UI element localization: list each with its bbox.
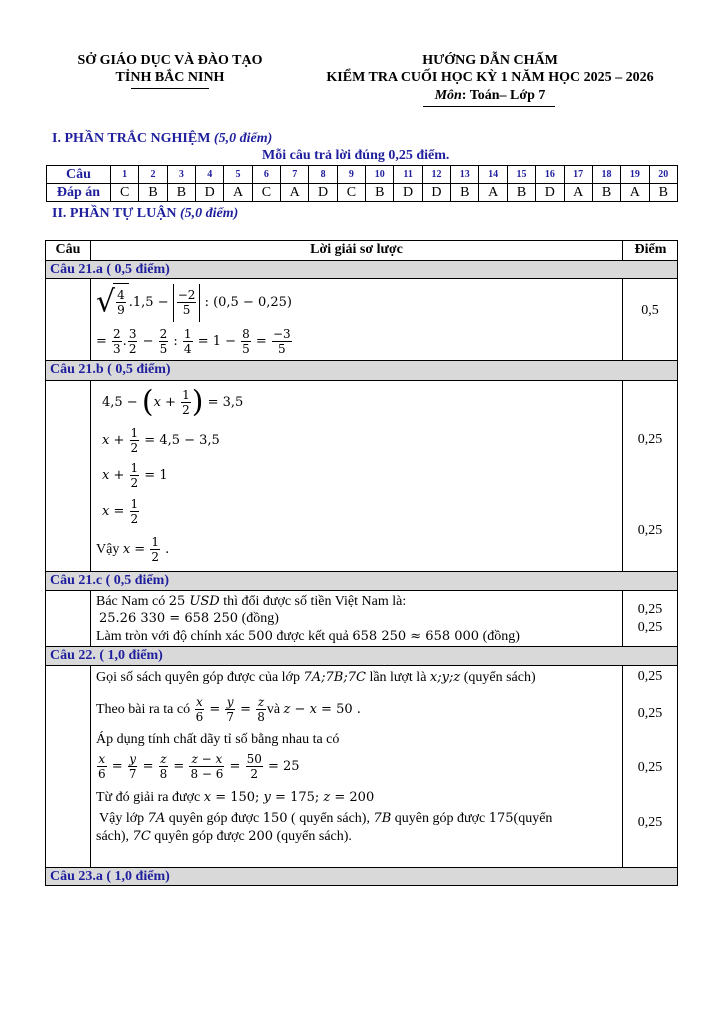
part1-title: I. PHẦN TRẮC NGHIỆM (5,0 điểm) <box>52 131 273 146</box>
answer-cell: D <box>196 184 224 202</box>
question-number: 7 <box>281 166 309 184</box>
answer-table <box>46 165 678 202</box>
q22-line4: $\frac{x}{6}$ = $\frac{y}{7}$ = $\frac{z}{8}$ = $\frac{z - x}{8 - 6}$ = $\frac{50}{2}$ = 25 <box>98 752 300 781</box>
subject-value: : Toán– Lớp 7 <box>461 88 546 103</box>
header-solution: Lời giải sơ lược <box>310 242 403 257</box>
question-row-label: Câu <box>47 166 111 184</box>
subject-underline <box>423 106 555 107</box>
question-number: 20 <box>649 166 677 184</box>
answer-row <box>47 184 678 202</box>
q22-score-4: 0,25 <box>637 815 663 830</box>
question-number: 17 <box>564 166 592 184</box>
question-number: 16 <box>536 166 564 184</box>
q21b-step4: x = $\frac{1}{2}$ <box>102 497 139 526</box>
q21c-score-1: 0,25 <box>637 602 663 617</box>
province-underline <box>131 88 209 89</box>
section-band-21a: Câu 21.a ( 0,5 điểm) <box>46 261 677 278</box>
q22-score-2: 0,25 <box>637 706 663 721</box>
q21b-step3: x + $\frac{1}{2}$ = 1 <box>102 461 168 490</box>
answer-cell: A <box>621 184 649 202</box>
answer-cell: C <box>111 184 139 202</box>
column-divider <box>90 278 91 360</box>
row-divider <box>45 380 678 381</box>
row-divider <box>45 278 678 279</box>
section-band-22: Câu 22. ( 1,0 điểm) <box>46 647 677 665</box>
q21c-line2: 25.26 330 = 658 250 (đồng) <box>99 611 279 626</box>
answer-cell: D <box>309 184 337 202</box>
q21c-line3: Làm tròn với độ chính xác 500 được kết quả 658 250 ≈ 658 000 (đồng) <box>96 629 520 644</box>
q21b-step2: x + $\frac{1}{2}$ = 4,5 − 3,5 <box>102 426 220 455</box>
section-band-21c: Câu 21.c ( 0,5 điểm) <box>46 572 677 590</box>
answer-cell: A <box>224 184 252 202</box>
question-number: 18 <box>592 166 620 184</box>
column-divider <box>622 380 623 571</box>
q22-score-3: 0,25 <box>637 760 663 775</box>
exam-title: KIỂM TRA CUỐI HỌC KỲ 1 NĂM HỌC 2025 – 2026 <box>326 70 654 85</box>
q22-line3: Áp dụng tính chất dãy tỉ số bằng nhau ta có <box>96 732 340 747</box>
question-row <box>47 166 678 184</box>
q21c-line1: Bác Nam có 25 USD thì đổi được số tiền Việt Nam là: <box>96 594 407 609</box>
header-score: Điểm <box>634 242 667 257</box>
q22-line2: Theo bài ra ta có $\frac{x}{6}$ = $\frac{y}{7}$ = $\frac{z}{8}$ và z − x = 50 . <box>96 695 361 724</box>
province-name: TỈNH BẮC NINH <box>115 70 225 85</box>
q21b-step1: 4,5 − (x + $\frac{1}{2}$ ) = 3,5 <box>102 384 244 420</box>
question-number: 5 <box>224 166 252 184</box>
question-number: 3 <box>167 166 195 184</box>
answer-cell: D <box>394 184 422 202</box>
part2-title: II. PHẦN TỰ LUẬN (5,0 điểm) <box>52 206 239 221</box>
q21a-score: 0,5 <box>641 303 659 318</box>
answer-cell: C <box>252 184 280 202</box>
answer-cell: B <box>592 184 620 202</box>
question-number: 14 <box>479 166 507 184</box>
q21a-result: = $\frac{2}{3}$ . $\frac{3}{2}$ − $\frac{2}{5}$ : $\frac{1}{4}$ = 1 − $\frac{8}{5}$ = $\frac{-3}{5}$ <box>96 327 291 356</box>
section-band-21b: Câu 21.b ( 0,5 điểm) <box>46 361 677 380</box>
header-question: Câu <box>55 242 81 257</box>
doc-title: HƯỚNG DẪN CHẤM <box>422 53 558 68</box>
question-number: 4 <box>196 166 224 184</box>
question-number: 6 <box>252 166 280 184</box>
department-name: SỞ GIÁO DỤC VÀ ĐÀO TẠO <box>77 53 263 68</box>
column-divider <box>622 590 623 646</box>
q21a-expression: √ $\frac{4}{9}$ .1,5 − $\frac{-2}{5}$ : (0,5 − 0,25) <box>96 283 292 322</box>
column-divider <box>90 665 91 867</box>
row-divider <box>45 590 678 591</box>
answer-cell: B <box>649 184 677 202</box>
answer-cell: D <box>422 184 450 202</box>
answer-cell: B <box>366 184 394 202</box>
q22-line5: Từ đó giải ra được x = 150; y = 175; z = 200 <box>96 790 375 805</box>
question-number: 1 <box>111 166 139 184</box>
column-divider <box>90 380 91 571</box>
answer-cell: C <box>337 184 365 202</box>
question-number: 13 <box>451 166 479 184</box>
row-divider <box>45 665 678 666</box>
question-number: 2 <box>139 166 167 184</box>
q22-line1: Gọi số sách quyên góp được của lớp 7A;7B;7C lần lượt là x;y;z (quyển sách) <box>96 670 536 685</box>
answer-cell: D <box>536 184 564 202</box>
question-number: 12 <box>422 166 450 184</box>
answer-row-label: Đáp án <box>47 184 111 202</box>
q21b-conclusion: Vậy x = $\frac{1}{2}$ . <box>96 535 170 564</box>
column-divider <box>622 278 623 360</box>
part1-note: Mỗi câu trả lời đúng 0,25 điểm. <box>262 148 450 163</box>
section-band-23a: Câu 23.a ( 1,0 điểm) <box>46 868 677 885</box>
question-number: 11 <box>394 166 422 184</box>
answer-cell: B <box>507 184 535 202</box>
question-number: 19 <box>621 166 649 184</box>
q21b-score-2: 0,25 <box>637 523 663 538</box>
subject-label: Môn <box>434 88 462 103</box>
subject-line <box>300 88 680 104</box>
q21b-score-1: 0,25 <box>637 432 663 447</box>
answer-cell: A <box>564 184 592 202</box>
q21c-score-2: 0,25 <box>637 620 663 635</box>
answer-cell: B <box>451 184 479 202</box>
answer-cell: B <box>139 184 167 202</box>
question-number: 10 <box>366 166 394 184</box>
q22-line7: sách), 7C quyên góp được 200 (quyển sách). <box>96 829 352 844</box>
question-number: 15 <box>507 166 535 184</box>
question-number: 8 <box>309 166 337 184</box>
column-divider <box>90 590 91 646</box>
q22-score-1: 0,25 <box>637 669 663 684</box>
answer-cell: B <box>167 184 195 202</box>
answer-cell: A <box>281 184 309 202</box>
question-number: 9 <box>337 166 365 184</box>
q22-line6: Vậy lớp 7A quyên góp được 150 ( quyển sách), 7B quyên góp được 175(quyển <box>99 811 553 826</box>
answer-cell: A <box>479 184 507 202</box>
